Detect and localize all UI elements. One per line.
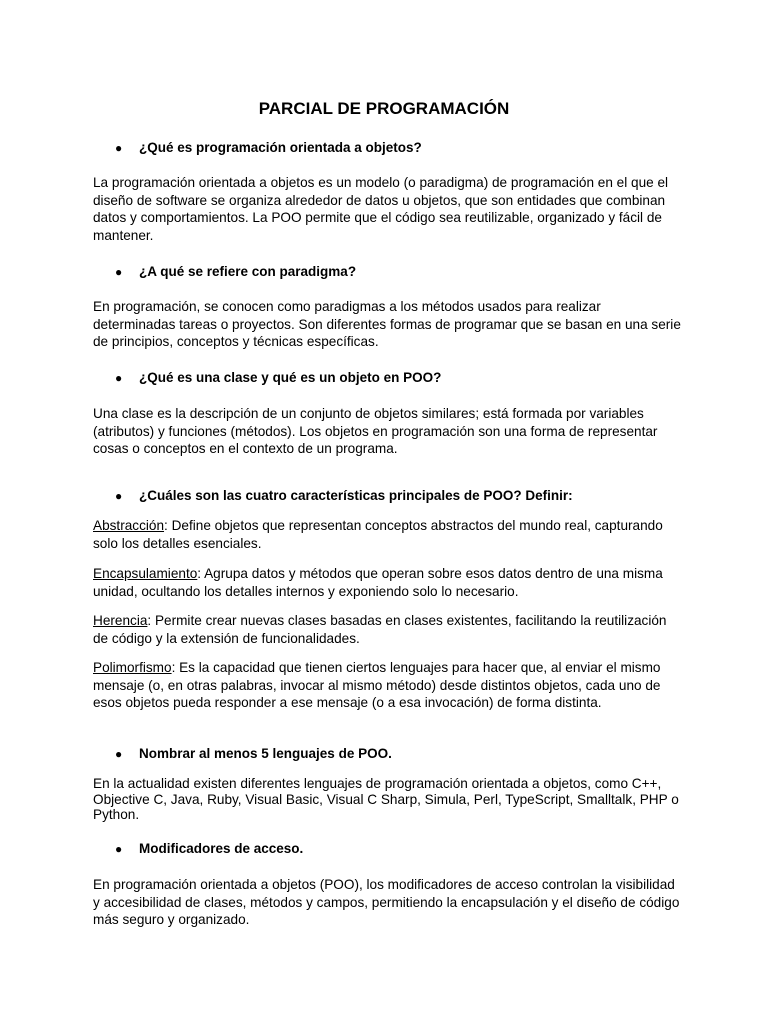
characteristic-definition: : Permite crear nuevas clases basadas en clases existentes, facilitando la reutilización de código y la extensión de funcionalidades.	[93, 613, 667, 646]
bullet-icon: ●	[115, 747, 123, 761]
question-text: ¿Qué es una clase y qué es un objeto en POO?	[139, 370, 442, 385]
characteristic-term: Abstracción	[93, 518, 165, 533]
characteristic-herencia	[93, 612, 683, 647]
question-heading	[115, 369, 441, 387]
question-text: Nombrar al menos 5 lenguajes de POO.	[139, 746, 392, 761]
characteristic-definition: : Agrupa datos y métodos que operan sobre esos datos dentro de una misma unidad, ocultando los detalles internos y exponiendo solo lo necesario.	[93, 566, 663, 599]
question-heading	[115, 840, 303, 858]
characteristic-term: Polimorfismo	[93, 660, 172, 675]
bullet-icon: ●	[115, 489, 123, 503]
answer-paragraph: Una clase es la descripción de un conjunto de objetos similares; está formada por variables (atributos) y funciones (métodos). Los objetos en programación son una forma de representar cosas o conceptos en el contexto de un programa.	[93, 406, 658, 457]
characteristic-term: Herencia	[93, 613, 148, 628]
question-heading	[115, 487, 573, 505]
question-heading	[115, 263, 356, 281]
characteristic-term: Encapsulamiento	[93, 566, 198, 581]
question-heading	[115, 139, 422, 157]
question-text: Modificadores de acceso.	[139, 841, 304, 856]
question-text: ¿A qué se refiere con paradigma?	[139, 264, 357, 279]
page-title: PARCIAL DE PROGRAMACIÓN	[258, 99, 510, 118]
bullet-icon: ●	[115, 371, 123, 385]
question-text: ¿Cuáles son las cuatro características principales de POO? Definir:	[139, 488, 573, 503]
characteristic-definition: : Es la capacidad que tienen ciertos lenguajes para hacer que, al enviar el mismo mensaje (o, en otras palabras, invocar al mismo método) desde distintos objetos, cada uno de esos objetos pueda responder a ese mensaje (o a esa invocación) de forma distinta.	[93, 660, 661, 711]
bullet-icon: ●	[115, 842, 123, 856]
characteristic-polimorfismo	[93, 659, 683, 712]
characteristic-abstraccion	[93, 517, 683, 552]
answer-paragraph: En la actualidad existen diferentes lenguajes de programación orientada a objetos, como C++, Objective C, Java, Ruby, Visual Basic, Visual C Sharp, Simula, Perl, TypeScript, Smalltalk, PHP o Python.	[93, 776, 679, 822]
question-text: ¿Qué es programación orientada a objetos?	[139, 140, 422, 155]
answer-paragraph: En programación, se conocen como paradigmas a los métodos usados para realizar determinadas tareas o proyectos. Son diferentes formas de programar que se basan en una serie de principios, conceptos y técnicas específicas.	[93, 299, 681, 350]
answer-paragraph: En programación orientada a objetos (POO), los modificadores de acceso controlan la visibilidad y accesibilidad de clases, métodos y campos, permitiendo la encapsulación y el diseño de código más seguro y organizado.	[93, 877, 680, 928]
bullet-icon: ●	[115, 141, 123, 155]
characteristic-encapsulamiento	[93, 565, 683, 600]
bullet-icon: ●	[115, 265, 123, 279]
question-heading	[115, 745, 392, 763]
answer-paragraph: La programación orientada a objetos es un modelo (o paradigma) de programación en el que el diseño de software se organiza alrededor de datos u objetos, que son entidades que combinan datos y comportamientos. La POO permite que el código sea reutilizable, organizado y fácil de mantener.	[93, 175, 669, 243]
characteristic-definition: : Define objetos que representan conceptos abstractos del mundo real, capturando solo los detalles esenciales.	[93, 518, 663, 551]
